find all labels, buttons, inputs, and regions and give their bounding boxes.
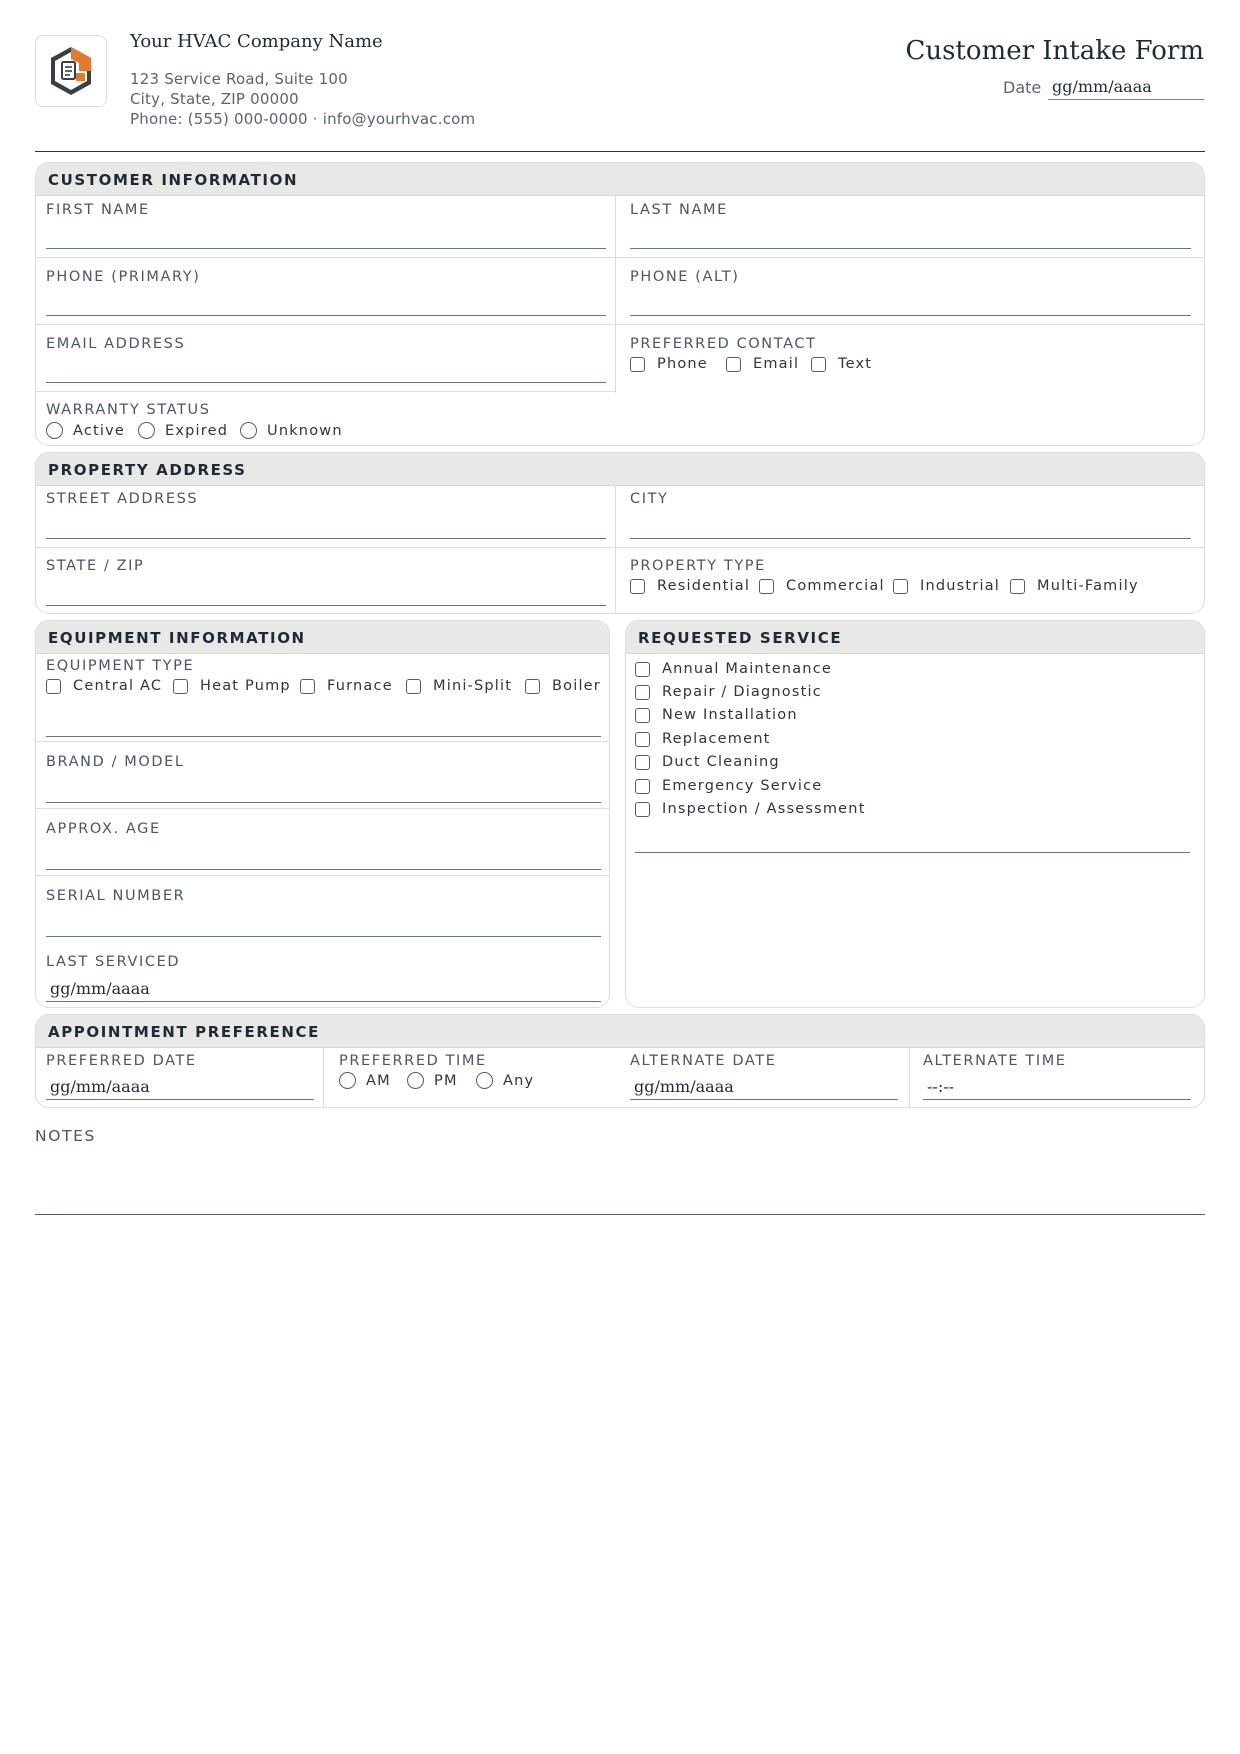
time-option-am[interactable]: AM: [339, 1072, 391, 1089]
first-name-label: FIRST NAME: [46, 202, 150, 218]
row-divider: [36, 875, 610, 876]
checkbox-icon: [525, 679, 540, 694]
first-name-field[interactable]: [46, 223, 606, 249]
warranty-option-expired[interactable]: Expired: [138, 422, 228, 439]
property-type-label: PROPERTY TYPE: [630, 558, 766, 574]
equipment-type-underline: [46, 736, 601, 737]
preferred-time-label: PREFERRED TIME: [339, 1053, 487, 1069]
checkbox-icon: [811, 357, 826, 372]
row-divider: [36, 808, 610, 809]
equipment-type-label: EQUIPMENT TYPE: [46, 658, 195, 674]
approx-age-field[interactable]: [46, 844, 601, 870]
hvac-logo-icon: [47, 45, 95, 97]
checkbox-icon: [1010, 579, 1025, 594]
alternate-time-field[interactable]: [923, 1074, 1191, 1100]
checkbox-icon: [630, 357, 645, 372]
section-header: [36, 1015, 1204, 1048]
company-address-line1: 123 Service Road, Suite 100: [130, 70, 348, 88]
radio-icon: [476, 1072, 493, 1089]
property-type-residential[interactable]: Residential: [630, 578, 750, 594]
alternate-date-label: ALTERNATE DATE: [630, 1053, 777, 1069]
radio-icon: [138, 422, 155, 439]
preferred-contact-label: PREFERRED CONTACT: [630, 336, 817, 352]
section-title: REQUESTED SERVICE: [638, 629, 843, 647]
row-divider: [36, 391, 616, 392]
contact-option-text[interactable]: Text: [811, 356, 872, 372]
service-inspection-assessment[interactable]: Inspection / Assessment: [635, 801, 866, 817]
equipment-type-heat-pump[interactable]: Heat Pump: [173, 678, 291, 694]
property-type-multi-family[interactable]: Multi-Family: [1010, 578, 1139, 594]
checkbox-icon: [173, 679, 188, 694]
brand-model-field[interactable]: [46, 777, 601, 803]
company-contact-line: Phone: (555) 000-0000 · info@yourhvac.com: [130, 110, 476, 128]
notes-line[interactable]: [35, 1214, 1205, 1215]
last-serviced-label: LAST SERVICED: [46, 954, 181, 970]
last-serviced-field[interactable]: [46, 976, 601, 1002]
time-option-pm[interactable]: PM: [407, 1072, 458, 1089]
time-option-any[interactable]: Any: [476, 1072, 534, 1089]
state-zip-label: STATE / ZIP: [46, 558, 145, 574]
header-divider: [35, 151, 1205, 152]
checkbox-icon: [759, 579, 774, 594]
equipment-information-section: [35, 620, 610, 1008]
checkbox-icon: [300, 679, 315, 694]
phone-primary-label: PHONE (PRIMARY): [46, 269, 201, 285]
contact-option-phone[interactable]: Phone: [630, 356, 708, 372]
section-title: EQUIPMENT INFORMATION: [48, 629, 306, 647]
checkbox-icon: [635, 779, 650, 794]
equipment-type-central-ac[interactable]: Central AC: [46, 678, 162, 694]
last-name-label: LAST NAME: [630, 202, 728, 218]
section-title: APPOINTMENT PREFERENCE: [48, 1023, 320, 1041]
section-header: [36, 621, 609, 654]
phone-alt-label: PHONE (ALT): [630, 269, 740, 285]
column-divider: [323, 1047, 324, 1108]
section-title: PROPERTY ADDRESS: [48, 461, 247, 479]
checkbox-icon: [893, 579, 908, 594]
email-field[interactable]: [46, 357, 606, 383]
row-divider: [36, 324, 1205, 325]
checkbox-icon: [635, 732, 650, 747]
street-address-field[interactable]: [46, 513, 606, 539]
equipment-type-boiler[interactable]: Boiler: [525, 678, 601, 694]
preferred-date-label: PREFERRED DATE: [46, 1053, 197, 1069]
street-address-label: STREET ADDRESS: [46, 491, 199, 507]
service-other-field[interactable]: [635, 827, 1190, 853]
checkbox-icon: [406, 679, 421, 694]
section-header: [36, 163, 1204, 196]
company-logo: [35, 35, 107, 107]
radio-icon: [240, 422, 257, 439]
company-name: Your HVAC Company Name: [130, 31, 383, 52]
row-divider: [36, 547, 1205, 548]
appointment-preference-section: [35, 1014, 1205, 1108]
city-label: CITY: [630, 491, 669, 507]
requested-service-section: [625, 620, 1205, 1008]
serial-number-field[interactable]: [46, 911, 601, 937]
approx-age-label: APPROX. AGE: [46, 821, 161, 837]
checkbox-icon: [635, 685, 650, 700]
section-header: [36, 453, 1204, 486]
property-type-commercial[interactable]: Commercial: [759, 578, 885, 594]
company-address-line2: City, State, ZIP 00000: [130, 90, 299, 108]
section-header: [626, 621, 1204, 654]
warranty-option-unknown[interactable]: Unknown: [240, 422, 343, 439]
property-type-industrial[interactable]: Industrial: [893, 578, 1000, 594]
property-address-section: [35, 452, 1205, 614]
column-divider: [909, 1047, 910, 1108]
serial-number-label: SERIAL NUMBER: [46, 888, 186, 904]
email-label: EMAIL ADDRESS: [46, 336, 186, 352]
checkbox-icon: [630, 579, 645, 594]
radio-icon: [46, 422, 63, 439]
alternate-date-field[interactable]: [630, 1074, 898, 1100]
row-divider: [36, 257, 1205, 258]
service-new-installation[interactable]: New Installation: [635, 707, 798, 723]
brand-model-label: BRAND / MODEL: [46, 754, 185, 770]
contact-option-email[interactable]: Email: [726, 356, 799, 372]
warranty-option-active[interactable]: Active: [46, 422, 125, 439]
service-replacement[interactable]: Replacement: [635, 731, 770, 747]
radio-icon: [339, 1072, 356, 1089]
equipment-type-furnace[interactable]: Furnace: [300, 678, 393, 694]
checkbox-icon: [635, 708, 650, 723]
column-divider: [615, 485, 616, 614]
phone-primary-field[interactable]: [46, 290, 606, 316]
warranty-status-label: WARRANTY STATUS: [46, 402, 211, 418]
row-divider: [36, 741, 610, 742]
service-repair-diagnostic[interactable]: Repair / Diagnostic: [635, 684, 822, 700]
checkbox-icon: [46, 679, 61, 694]
section-title: CUSTOMER INFORMATION: [48, 171, 299, 189]
date-label: Date: [1003, 78, 1042, 97]
equipment-type-mini-split[interactable]: Mini-Split: [406, 678, 512, 694]
preferred-date-field[interactable]: [46, 1074, 314, 1100]
service-annual-maintenance[interactable]: Annual Maintenance: [635, 661, 832, 677]
checkbox-icon: [635, 802, 650, 817]
service-emergency[interactable]: Emergency Service: [635, 778, 822, 794]
city-field[interactable]: [630, 513, 1191, 539]
checkbox-icon: [635, 662, 650, 677]
last-name-field[interactable]: [630, 223, 1191, 249]
notes-label: NOTES: [35, 1127, 96, 1145]
customer-information-section: [35, 162, 1205, 446]
alternate-time-label: ALTERNATE TIME: [923, 1053, 1067, 1069]
state-zip-field[interactable]: [46, 580, 606, 606]
checkbox-icon: [635, 755, 650, 770]
radio-icon: [407, 1072, 424, 1089]
phone-alt-field[interactable]: [630, 290, 1191, 316]
service-duct-cleaning[interactable]: Duct Cleaning: [635, 754, 780, 770]
column-divider: [615, 195, 616, 393]
form-title: Customer Intake Form: [905, 36, 1204, 66]
date-field[interactable]: [1048, 74, 1204, 100]
checkbox-icon: [726, 357, 741, 372]
